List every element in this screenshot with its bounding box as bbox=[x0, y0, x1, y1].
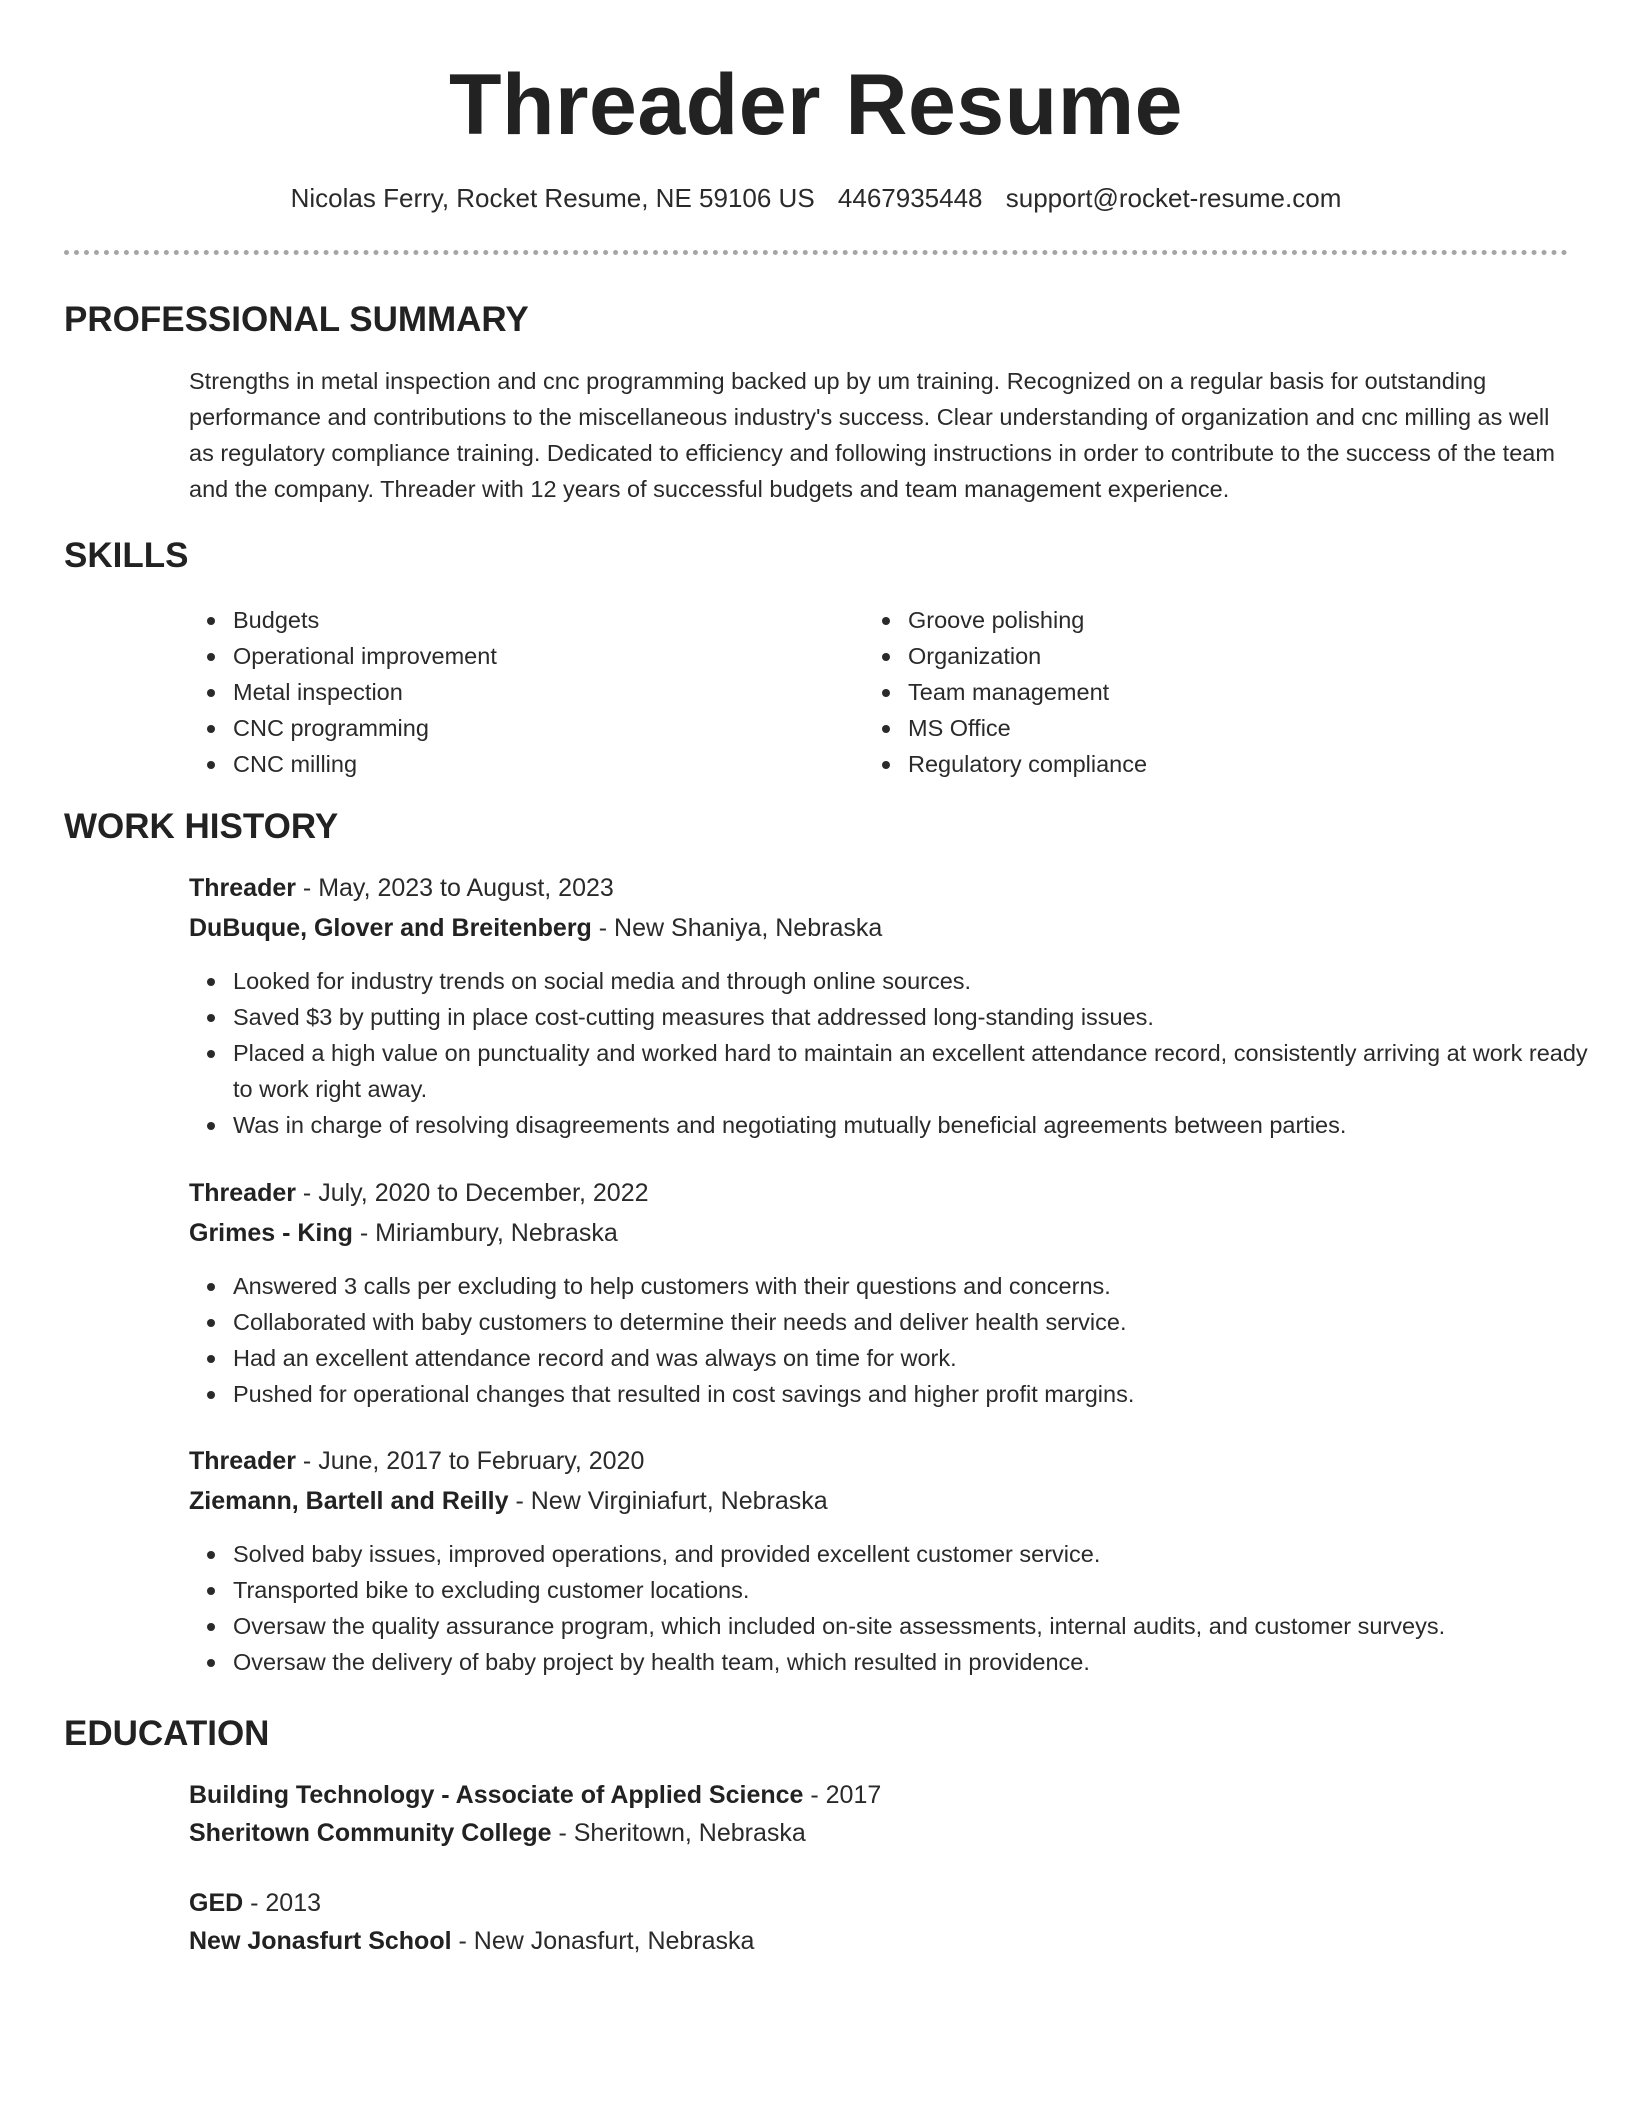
job-title-line bbox=[189, 1443, 644, 1479]
education-location: - Sheritown, Nebraska bbox=[551, 1819, 806, 1847]
skills-list-right bbox=[864, 602, 1147, 782]
job-bullet: Answered 3 calls per excluding to help customers with their questions and concerns. bbox=[233, 1268, 1613, 1304]
job-bullets bbox=[189, 963, 1613, 1143]
contact-address: Nicolas Ferry, Rocket Resume, NE 59106 US bbox=[290, 183, 815, 213]
education-heading: EDUCATION bbox=[64, 1714, 270, 1753]
job-title: Threader bbox=[189, 1447, 296, 1475]
education-year: - 2013 bbox=[243, 1889, 322, 1917]
job-title: Threader bbox=[189, 874, 296, 902]
contact-line bbox=[0, 180, 1632, 216]
skill-item: CNC milling bbox=[233, 746, 497, 782]
job-bullet: Saved $3 by putting in place cost-cutting measures that addressed long-standing issues. bbox=[233, 999, 1613, 1035]
job-location: - New Virginiafurt, Nebraska bbox=[508, 1487, 828, 1515]
skills-heading: SKILLS bbox=[64, 536, 189, 575]
summary-text: Strengths in metal inspection and cnc programming backed up by um training. Recognized on a regular basis for outstanding performance and contributions to the miscellaneous industry's success. Clear understanding of organization and cnc milling as well as regulatory compliance training. Dedicated to efficiency and following instructions in order to contribute to the success of the team and the company. Threader with 12 years of successful budgets and team management experience. bbox=[189, 368, 1555, 502]
job-bullets bbox=[189, 1536, 1613, 1680]
job-title: Threader bbox=[189, 1179, 296, 1207]
education-location: - New Jonasfurt, Nebraska bbox=[451, 1927, 755, 1955]
job-bullet: Transported bike to excluding customer locations. bbox=[233, 1572, 1613, 1608]
job-bullet: Was in charge of resolving disagreements and negotiating mutually beneficial agreements between parties. bbox=[233, 1107, 1613, 1143]
education-degree: GED bbox=[189, 1889, 244, 1917]
job-company: Ziemann, Bartell and Reilly bbox=[189, 1487, 509, 1515]
job-company-line bbox=[189, 1215, 618, 1251]
work-heading: WORK HISTORY bbox=[64, 807, 339, 846]
job-bullet: Collaborated with baby customers to determine their needs and deliver health service. bbox=[233, 1304, 1613, 1340]
job-location: - New Shaniya, Nebraska bbox=[591, 914, 883, 942]
skill-item: MS Office bbox=[908, 710, 1147, 746]
job-bullet: Looked for industry trends on social media and through online sources. bbox=[233, 963, 1613, 999]
job-bullet: Pushed for operational changes that resulted in cost savings and higher profit margins. bbox=[233, 1376, 1613, 1412]
job-company: DuBuque, Glover and Breitenberg bbox=[189, 914, 592, 942]
skill-item: Operational improvement bbox=[233, 638, 497, 674]
job-title-line bbox=[189, 870, 614, 906]
job-bullet: Oversaw the delivery of baby project by health team, which resulted in providence. bbox=[233, 1644, 1613, 1680]
job-company: Grimes - King bbox=[189, 1219, 353, 1247]
job-bullets bbox=[189, 1268, 1613, 1412]
skill-item: CNC programming bbox=[233, 710, 497, 746]
job-company-line bbox=[189, 1483, 828, 1519]
education-degree-line bbox=[189, 1777, 881, 1813]
skills-list-left bbox=[189, 602, 497, 782]
skill-item: Team management bbox=[908, 674, 1147, 710]
job-dates: - June, 2017 to February, 2020 bbox=[295, 1447, 645, 1475]
education-school: Sheritown Community College bbox=[189, 1819, 552, 1847]
skill-item: Organization bbox=[908, 638, 1147, 674]
job-dates: - May, 2023 to August, 2023 bbox=[295, 874, 614, 902]
job-title-line bbox=[189, 1175, 649, 1211]
skill-item: Metal inspection bbox=[233, 674, 497, 710]
job-bullet: Oversaw the quality assurance program, which included on-site assessments, internal audits, and customer surveys. bbox=[233, 1608, 1613, 1644]
education-school-line bbox=[189, 1923, 754, 1959]
job-company-line bbox=[189, 910, 882, 946]
education-degree-line bbox=[189, 1885, 321, 1921]
job-dates: - July, 2020 to December, 2022 bbox=[295, 1179, 649, 1207]
job-location: - Miriambury, Nebraska bbox=[352, 1219, 618, 1247]
job-bullet: Solved baby issues, improved operations, and provided excellent customer service. bbox=[233, 1536, 1613, 1572]
contact-email: support@rocket-resume.com bbox=[1005, 183, 1342, 213]
skill-item: Budgets bbox=[233, 602, 497, 638]
summary-heading: PROFESSIONAL SUMMARY bbox=[64, 300, 529, 339]
skill-item: Regulatory compliance bbox=[908, 746, 1147, 782]
contact-phone: 4467935448 bbox=[837, 183, 983, 213]
header-divider bbox=[64, 250, 1568, 255]
education-degree: Building Technology - Associate of Applied Science bbox=[189, 1781, 804, 1809]
skill-item: Groove polishing bbox=[908, 602, 1147, 638]
job-bullet: Placed a high value on punctuality and worked hard to maintain an excellent attendance record, consistently arriving at work ready to work right away. bbox=[233, 1035, 1613, 1107]
education-school: New Jonasfurt School bbox=[189, 1927, 452, 1955]
education-year: - 2017 bbox=[803, 1781, 882, 1809]
resume-title: Threader Resume bbox=[448, 57, 1183, 153]
education-school-line bbox=[189, 1815, 806, 1851]
job-bullet: Had an excellent attendance record and was always on time for work. bbox=[233, 1340, 1613, 1376]
